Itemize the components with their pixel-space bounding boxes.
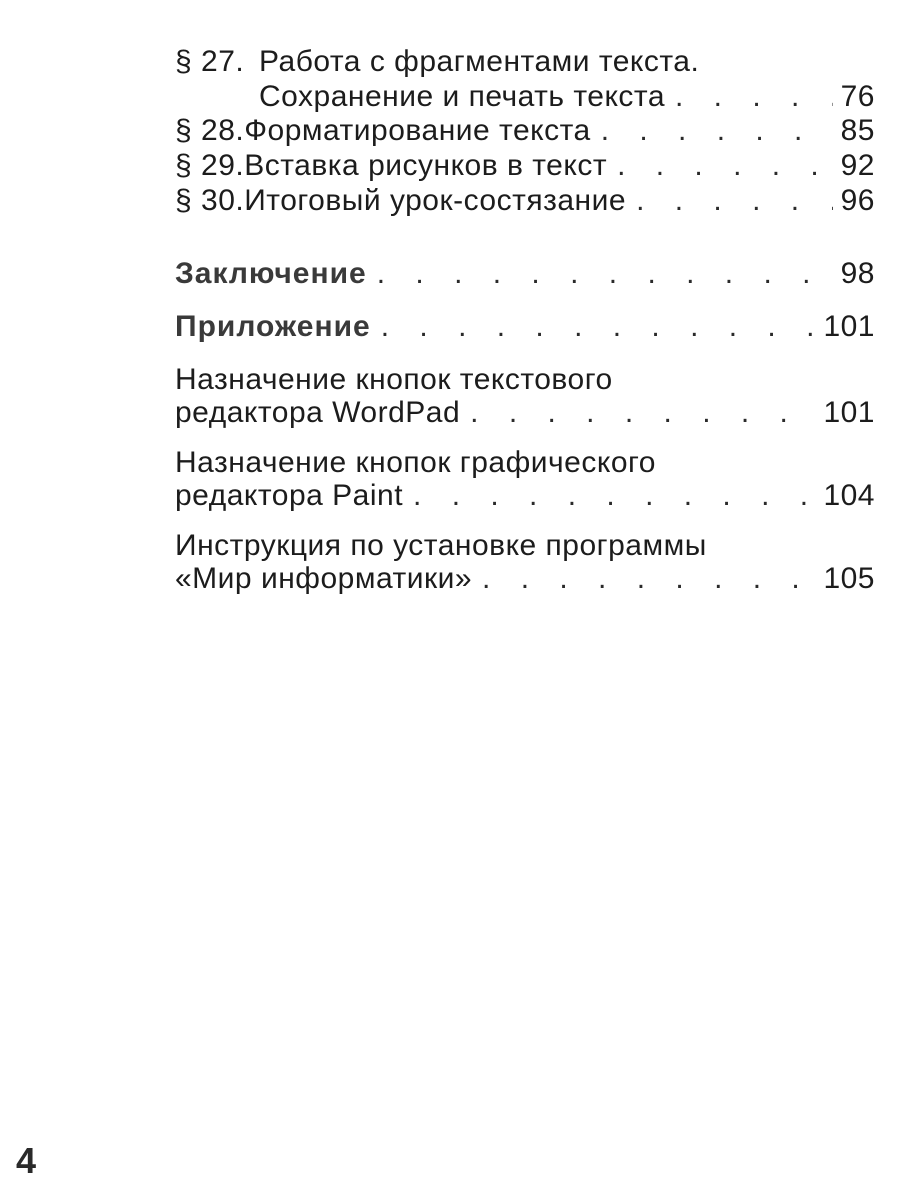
dot-leader <box>381 310 816 340</box>
section-number: § 27. <box>175 45 245 78</box>
section-title: Работа с фрагментами текста. <box>259 45 700 78</box>
appendix-item-paint-line1 <box>175 446 656 480</box>
toc-entry-appendix[interactable] <box>175 310 875 344</box>
appendix-item-title: Инструкция по установке программы <box>175 529 707 562</box>
page-ref: 101 <box>823 396 875 429</box>
section-title: Форматирование текста <box>244 114 591 147</box>
dot-leader <box>470 396 815 426</box>
dot-leader <box>377 257 833 287</box>
page-ref: 104 <box>823 479 875 512</box>
appendix-item-install-line1 <box>175 529 707 563</box>
dot-leader <box>482 562 815 592</box>
dot-leader <box>675 80 833 110</box>
section-number: § 30. <box>175 184 245 217</box>
conclusion-title: Заключение <box>175 257 367 290</box>
toc-entry-conclusion[interactable] <box>175 257 875 291</box>
toc-entry-27-line2[interactable] <box>259 80 875 114</box>
section-number: § 29. <box>175 149 245 182</box>
dot-leader <box>636 184 833 214</box>
page-ref: 101 <box>823 310 875 343</box>
page-ref: 85 <box>840 114 875 147</box>
appendix-item-title-continued: редактора Paint <box>175 479 404 512</box>
appendix-item-paint-line2[interactable] <box>175 479 875 513</box>
appendix-item-title-continued: редактора WordPad <box>175 396 461 429</box>
toc-entry-30[interactable] <box>175 184 875 218</box>
section-title-continued: Сохранение и печать текста <box>259 80 666 113</box>
dot-leader <box>413 479 815 509</box>
section-title: Вставка рисунков в текст <box>244 149 608 182</box>
appendix-item-title: Назначение кнопок текстового <box>175 363 613 396</box>
appendix-title: Приложение <box>175 310 371 343</box>
dot-leader <box>617 149 833 179</box>
page-number: 4 <box>16 1140 37 1181</box>
page-ref: 98 <box>840 257 875 290</box>
section-title: Итоговый урок-состязание <box>244 184 627 217</box>
page-ref: 105 <box>823 562 875 595</box>
page-ref: 92 <box>840 149 875 182</box>
appendix-item-wordpad-line2[interactable] <box>175 396 875 430</box>
dot-leader <box>601 114 833 144</box>
toc-entry-27-line1 <box>175 45 699 79</box>
toc-entry-28[interactable] <box>175 114 875 148</box>
appendix-item-wordpad-line1 <box>175 363 613 397</box>
appendix-item-title: Назначение кнопок графического <box>175 446 656 479</box>
page-ref: 96 <box>840 184 875 217</box>
appendix-item-install-line2[interactable] <box>175 562 875 596</box>
toc-entry-29[interactable] <box>175 149 875 183</box>
page-ref: 76 <box>840 80 875 113</box>
appendix-item-title-continued: «Мир информатики» <box>175 562 473 595</box>
section-number: § 28. <box>175 114 245 147</box>
